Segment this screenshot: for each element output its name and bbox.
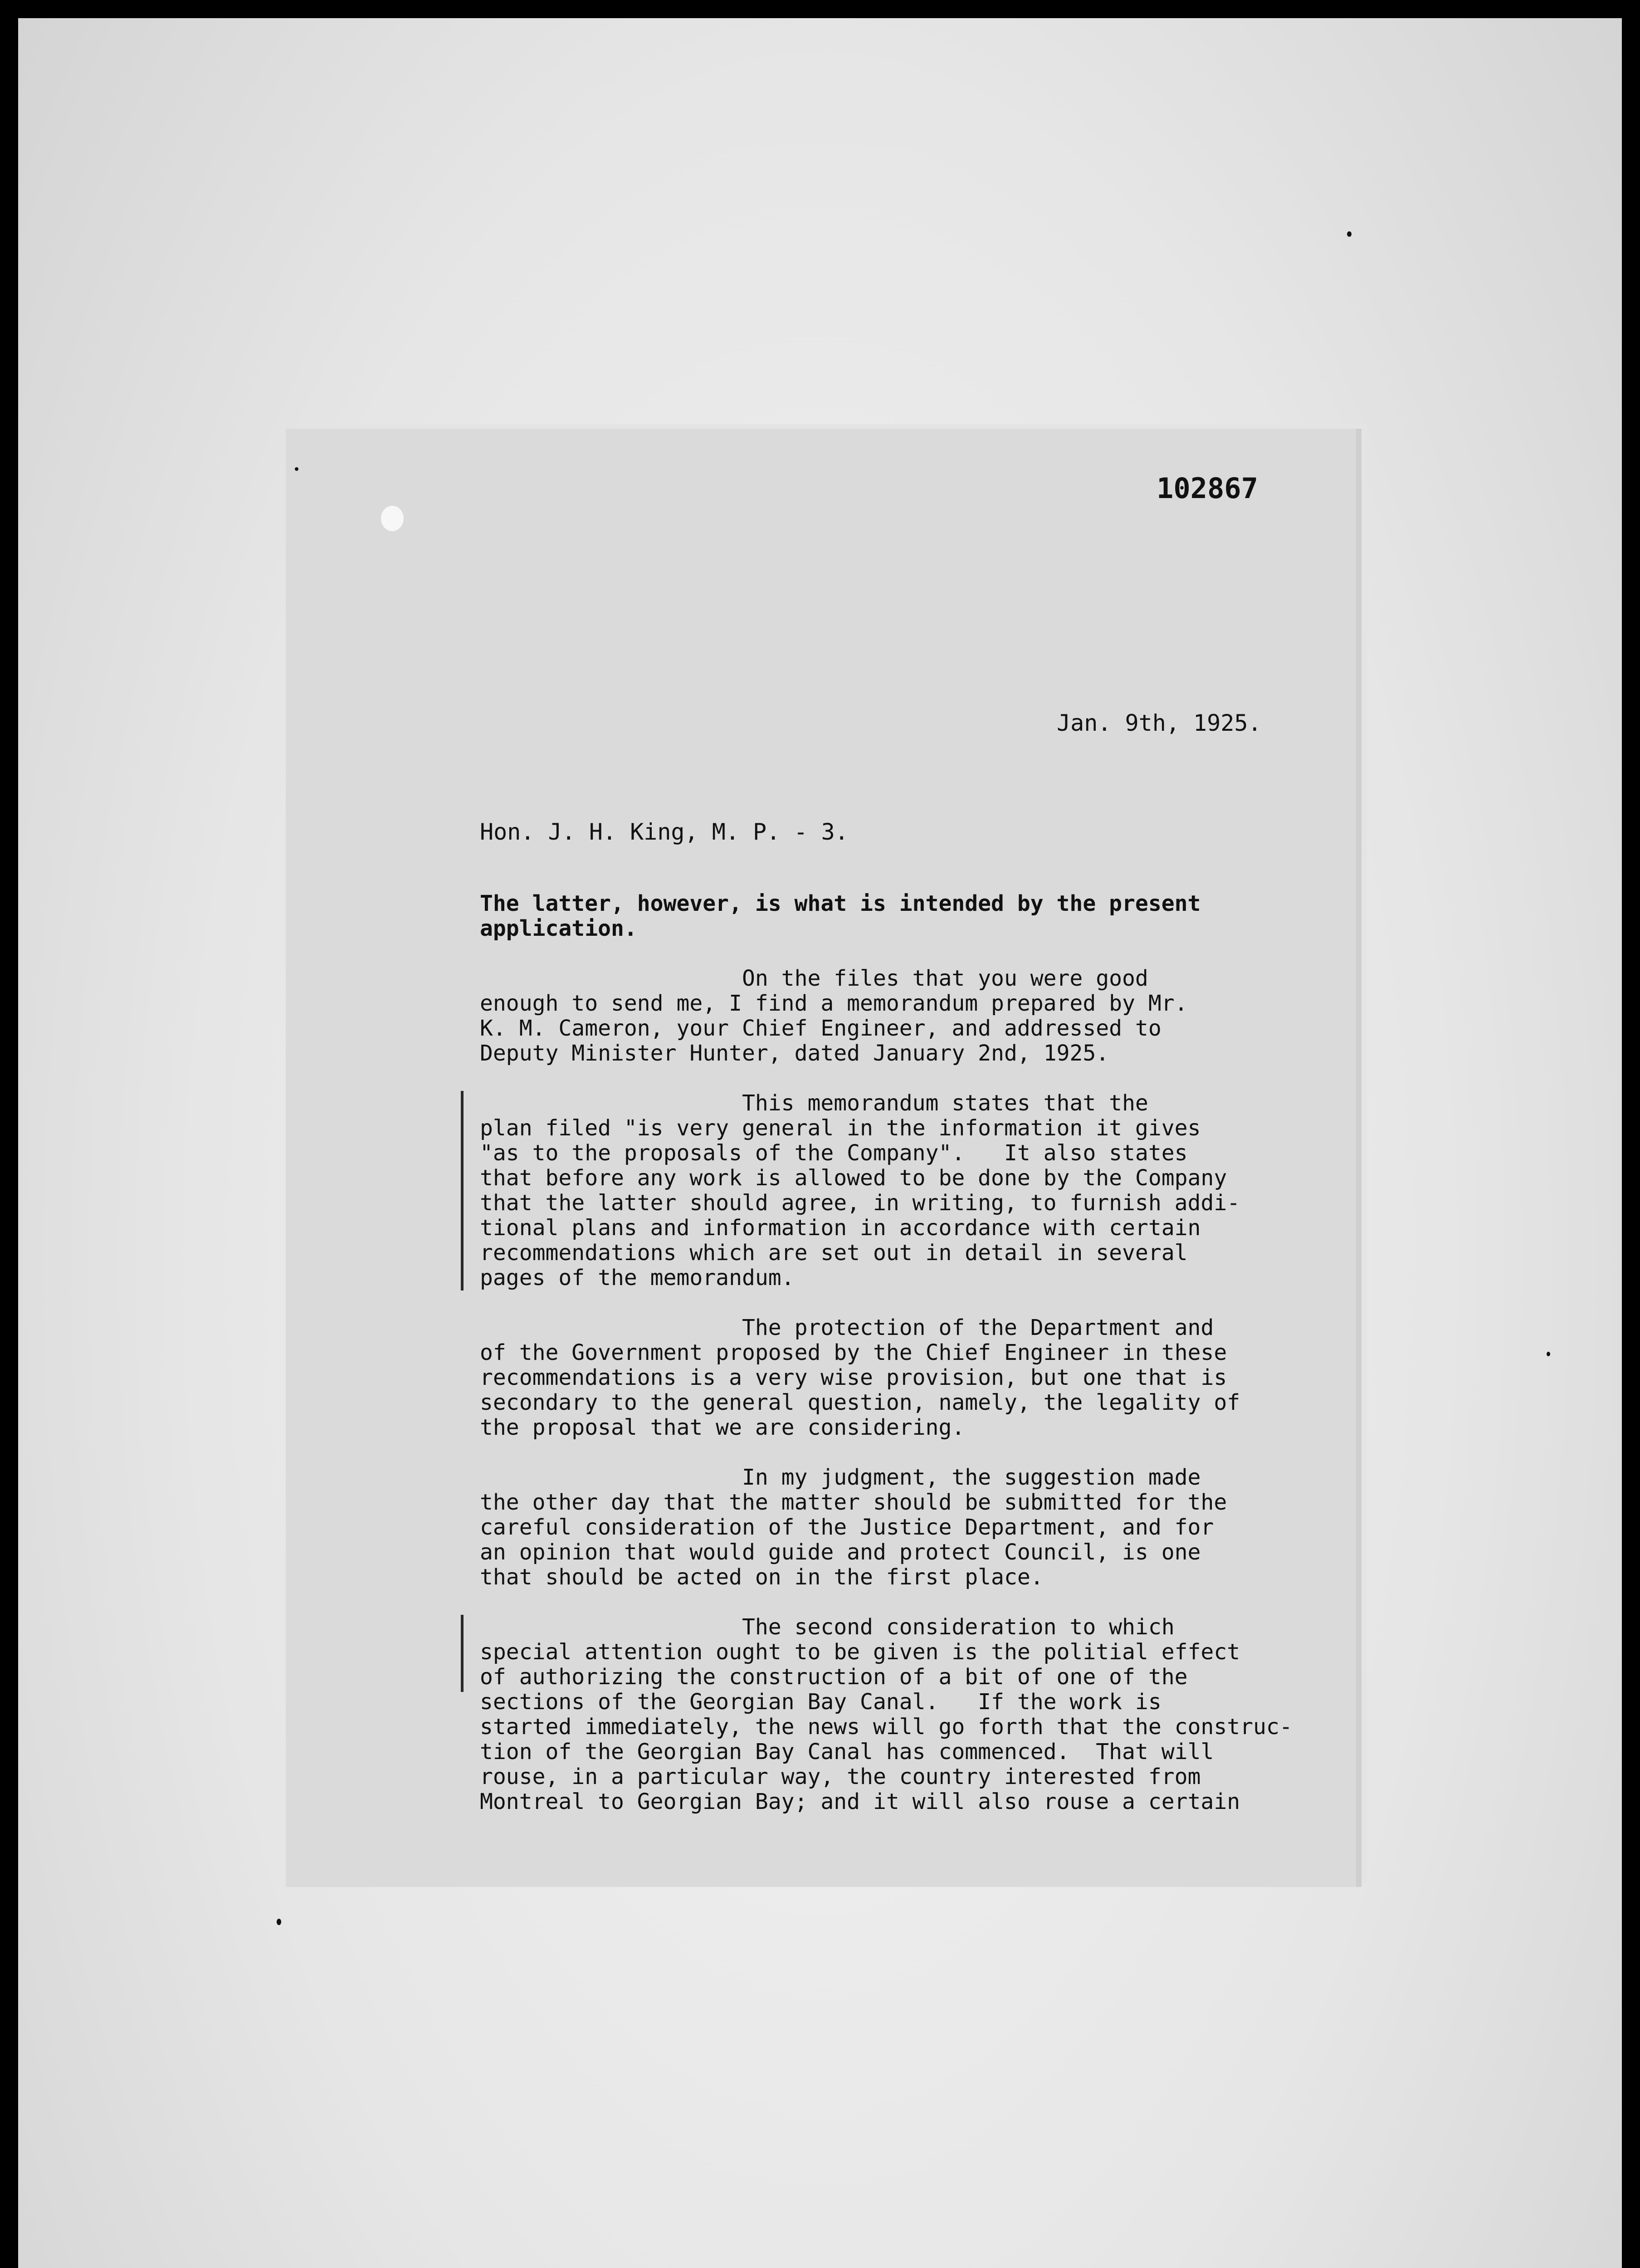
paragraph-1 xyxy=(480,891,1342,941)
text-line: special attention ought to be given is the politial effect xyxy=(480,1639,1240,1665)
paragraph-5 xyxy=(480,1465,1342,1590)
letter-date: Jan. 9th, 1925. xyxy=(1057,710,1262,736)
text-line: the proposal that we are considering. xyxy=(480,1415,965,1440)
text-line: pages of the memorandum. xyxy=(480,1265,795,1290)
text-line: that should be acted on in the first place. xyxy=(480,1564,1044,1590)
text-line: the other day that the matter should be submitted for the xyxy=(480,1490,1227,1515)
text-line: K. M. Cameron, your Chief Engineer, and addressed to xyxy=(480,1016,1162,1041)
document-number: 102867 xyxy=(1157,472,1258,505)
text-line: tion of the Georgian Bay Canal has commenced. That will xyxy=(480,1739,1214,1765)
margin-marker xyxy=(461,1615,464,1692)
text-line: enough to send me, I find a memorandum prepared by Mr. xyxy=(480,991,1188,1016)
text-line: secondary to the general question, namely, the legality of xyxy=(480,1390,1240,1415)
text-line: that before any work is allowed to be done by the Company xyxy=(480,1165,1227,1191)
text-line: On the files that you were good xyxy=(480,966,1148,991)
letter-body xyxy=(480,891,1342,1839)
text-line: of authorizing the construction of a bit of one of the xyxy=(480,1664,1188,1690)
paragraph-4 xyxy=(480,1315,1342,1440)
paragraph-6 xyxy=(480,1615,1342,1814)
dust-speck xyxy=(1347,231,1352,237)
page-heading: Hon. J. H. King, M. P. - 3. xyxy=(480,819,849,845)
text-line: an opinion that would guide and protect Council, is one xyxy=(480,1540,1201,1565)
text-line: Montreal to Georgian Bay; and it will also rouse a certain xyxy=(480,1789,1240,1814)
paragraph-2 xyxy=(480,966,1342,1066)
text-line: The second consideration to which xyxy=(480,1614,1175,1640)
text-line: sections of the Georgian Bay Canal. If the work is xyxy=(480,1689,1162,1715)
text-line: recommendations which are set out in detail in several xyxy=(480,1240,1188,1266)
text-line: In my judgment, the suggestion made xyxy=(480,1465,1201,1490)
typed-letter-page xyxy=(286,429,1356,1887)
text-line: Deputy Minister Hunter, dated January 2nd, 1925. xyxy=(480,1041,1109,1066)
text-line: tional plans and information in accordance with certain xyxy=(480,1215,1201,1241)
text-line: This memorandum states that the xyxy=(480,1090,1148,1116)
paragraph-3 xyxy=(480,1091,1342,1290)
text-line: plan filed "is very general in the information it gives xyxy=(480,1115,1201,1141)
dust-speck xyxy=(277,1919,281,1925)
text-line: that the latter should agree, in writing, to furnish addi- xyxy=(480,1190,1240,1216)
text-line: rouse, in a particular way, the country interested from xyxy=(480,1764,1201,1789)
text-line: The latter, however, is what is intended by the present xyxy=(480,891,1201,916)
text-line: "as to the proposals of the Company". It also states xyxy=(480,1140,1188,1166)
text-line: recommendations is a very wise provision, but one that is xyxy=(480,1365,1227,1390)
dust-speck xyxy=(1547,1352,1550,1356)
punch-hole xyxy=(381,506,404,531)
text-line: The protection of the Department and xyxy=(480,1315,1214,1340)
text-line: application. xyxy=(480,916,637,941)
margin-marker xyxy=(461,1091,464,1290)
text-line: started immediately, the news will go forth that the construc- xyxy=(480,1714,1293,1740)
dust-speck xyxy=(295,467,298,471)
text-line: of the Government proposed by the Chief Engineer in these xyxy=(480,1340,1227,1365)
text-line: careful consideration of the Justice Department, and for xyxy=(480,1515,1214,1540)
